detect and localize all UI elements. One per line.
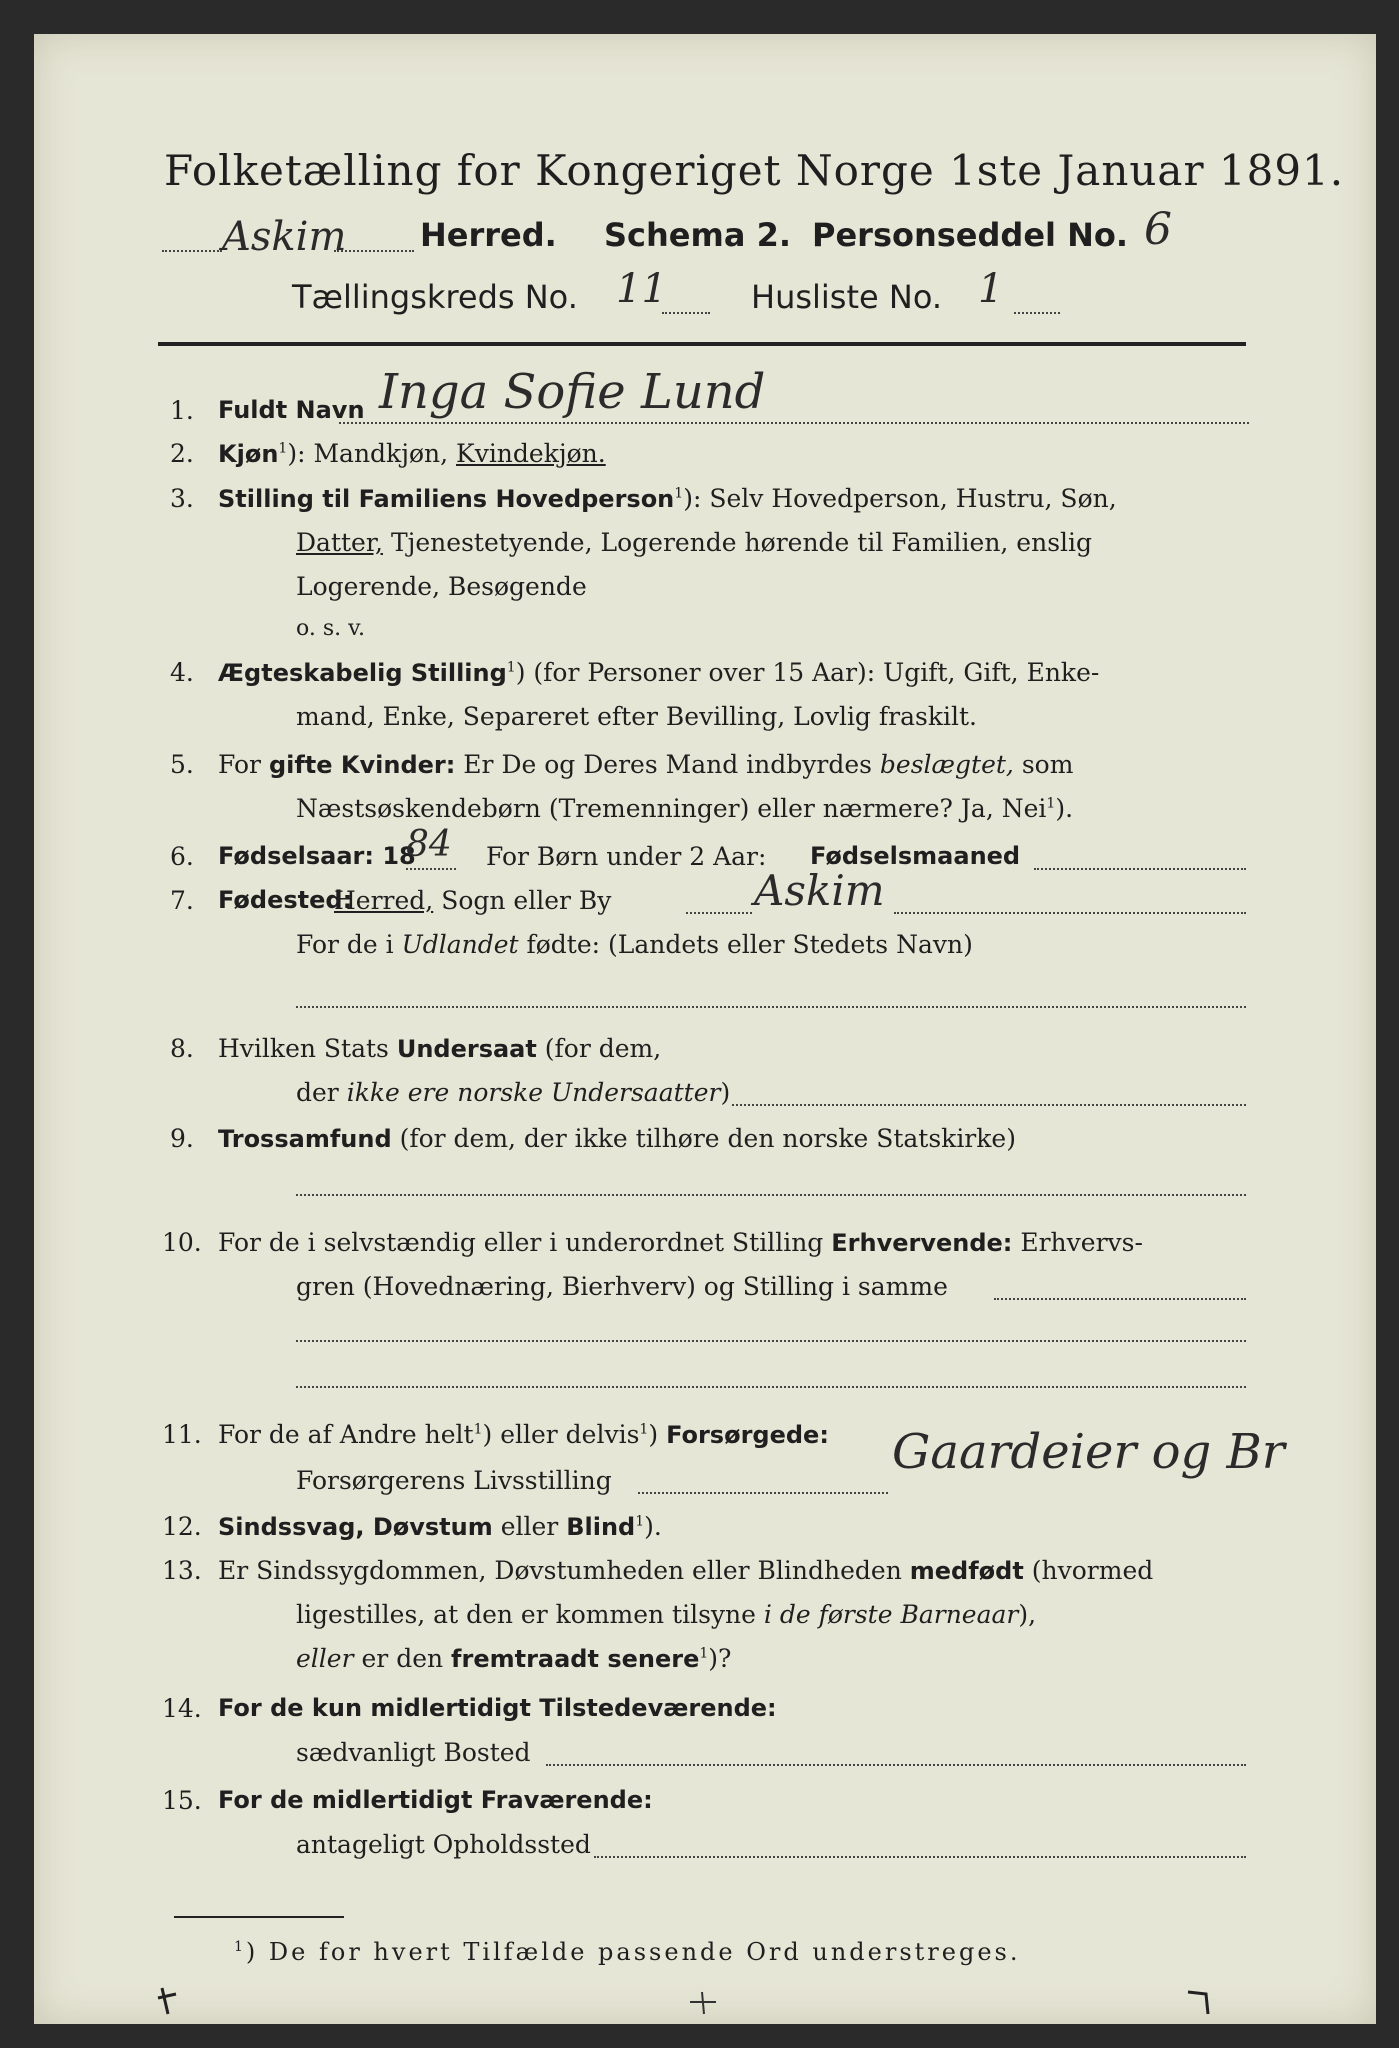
form-title: Folketælling for Kongeriget Norge 1ste Januar 1891. bbox=[164, 146, 1345, 195]
q8-line2b: ) bbox=[720, 1078, 731, 1107]
herred-handwritten: Askim bbox=[222, 214, 347, 260]
q13-line3b: er den bbox=[361, 1644, 444, 1673]
q11-number: 11. bbox=[162, 1420, 202, 1449]
header-rule bbox=[158, 342, 1246, 346]
q14-number: 14. bbox=[162, 1694, 202, 1723]
q5-line1: Er De og Deres Mand indbyrdes bbox=[463, 750, 872, 779]
dotted-leader bbox=[1034, 868, 1246, 870]
q13-italic: i de første Barneaar bbox=[763, 1600, 1019, 1629]
q10-line1a: For de i selvstændig eller i underordnet Stilling bbox=[218, 1228, 824, 1257]
dotted-leader bbox=[662, 312, 710, 314]
q7-line2a: For de i bbox=[296, 930, 394, 959]
q7-number: 7. bbox=[170, 886, 194, 915]
q2-footnote-mark: 1 bbox=[278, 440, 288, 457]
q12-label: Sindssvag, Døvstum bbox=[218, 1513, 493, 1541]
q13-footnote-mark: 1 bbox=[699, 1645, 709, 1662]
q1-label: Fuldt Navn bbox=[218, 396, 365, 424]
q8-italic: ikke ere norske Undersaatter bbox=[346, 1078, 721, 1107]
registration-mark-left bbox=[154, 1984, 184, 2020]
q12-blind: Blind bbox=[566, 1513, 636, 1541]
q13-number: 13. bbox=[162, 1556, 202, 1585]
personseddel-label: Personseddel No. bbox=[812, 216, 1129, 254]
schema-label: Schema 2. bbox=[604, 216, 791, 254]
dotted-leader bbox=[1014, 312, 1060, 314]
q11-line1b: ) eller delvis bbox=[482, 1420, 640, 1449]
registration-mark-right bbox=[1184, 1984, 1218, 2020]
census-form-page bbox=[34, 34, 1376, 2024]
footnote-mark: 1 bbox=[234, 1939, 246, 1955]
q4-line2: mand, Enke, Separeret efter Bevilling, Lovlig fraskilt. bbox=[296, 702, 977, 731]
q13-label: medfødt bbox=[909, 1557, 1024, 1585]
q5-label: gifte Kvinder: bbox=[268, 751, 456, 779]
q10-label: Erhvervende: bbox=[831, 1229, 1013, 1257]
dotted-leader bbox=[339, 422, 1249, 424]
q13-end: )? bbox=[708, 1644, 732, 1673]
dotted-leader bbox=[162, 250, 222, 252]
q5-som: som bbox=[1021, 750, 1074, 779]
q15-line2: antageligt Opholdssted bbox=[296, 1830, 591, 1859]
q12-end: ). bbox=[644, 1512, 662, 1541]
q12-eller: eller bbox=[500, 1512, 559, 1541]
q11-footnote-mark1: 1 bbox=[473, 1421, 483, 1438]
personseddel-handwritten: 6 bbox=[1144, 204, 1172, 255]
q8-line2a: der bbox=[296, 1078, 339, 1107]
q12-number: 12. bbox=[162, 1512, 202, 1541]
q4-number: 4. bbox=[170, 658, 194, 687]
dotted-line bbox=[296, 1194, 1246, 1196]
q5-end: ). bbox=[1055, 794, 1074, 823]
q6-number: 6. bbox=[170, 842, 194, 871]
q5-line2: Næstsøskendebørn (Tremenninger) eller nærmere? Ja, Nei bbox=[296, 794, 1047, 823]
q2-number: 2. bbox=[170, 439, 194, 468]
dotted-leader bbox=[638, 1492, 888, 1494]
q9-text: (for dem, der ikke tilhøre den norske Statskirke) bbox=[399, 1124, 1016, 1153]
q3-line2: Tjenestetyende, Logerende hørende til Familien, enslig bbox=[390, 528, 1093, 557]
q5-number: 5. bbox=[170, 750, 194, 779]
kreds-handwritten: 11 bbox=[616, 266, 667, 312]
q11-label: Forsørgede: bbox=[666, 1421, 829, 1449]
dotted-line bbox=[296, 1006, 1246, 1008]
q13-label2: fremtraadt senere bbox=[451, 1645, 700, 1673]
q8-label: Undersaat bbox=[396, 1035, 537, 1063]
q13-line1b: (hvormed bbox=[1031, 1556, 1154, 1585]
q5-pre: For bbox=[218, 750, 261, 779]
q3-footnote-mark: 1 bbox=[674, 485, 684, 502]
q14-line2: sædvanligt Bosted bbox=[296, 1738, 531, 1767]
q3-line4: o. s. v. bbox=[296, 616, 365, 641]
q7-line2b: fødte: (Landets eller Stedets Navn) bbox=[526, 930, 973, 959]
dotted-leader bbox=[894, 912, 1246, 914]
q11-footnote-mark2: 1 bbox=[639, 1421, 649, 1438]
q10-line2: gren (Hovednæring, Bierhverv) og Stilling i samme bbox=[296, 1272, 948, 1301]
dotted-leader bbox=[334, 250, 414, 252]
herred-label: Herred. bbox=[420, 216, 557, 254]
q10-line1b: Erhvervs- bbox=[1020, 1228, 1143, 1257]
q7-handwritten-place: Askim bbox=[754, 866, 885, 915]
footnote-rule bbox=[174, 1916, 344, 1918]
q7-label: Fødested: bbox=[218, 886, 353, 914]
q1-handwritten-name: Inga Sofie Lund bbox=[379, 364, 766, 420]
q8-line1a: Hvilken Stats bbox=[218, 1034, 389, 1063]
q11-line1a: For de af Andre helt bbox=[218, 1420, 474, 1449]
dotted-leader bbox=[686, 912, 752, 914]
q6-text: For Børn under 2 Aar: bbox=[486, 842, 767, 871]
footnote-text: ) De for hvert Tilfælde passende Ord understreges. bbox=[245, 1938, 1021, 1966]
q13-line2b: ), bbox=[1018, 1600, 1037, 1629]
q14-label: For de kun midlertidigt Tilstedeværende: bbox=[218, 1694, 777, 1722]
q6-label: Fødselsaar: 18 bbox=[218, 842, 416, 870]
q2-underlined-option: Kvindekjøn. bbox=[456, 439, 606, 468]
q7-underlined-option: Herred, bbox=[334, 886, 434, 915]
registration-mark-center bbox=[686, 1988, 720, 2018]
dotted-leader bbox=[546, 1764, 1246, 1766]
q6-label2: Fødselsmaaned bbox=[810, 842, 1021, 870]
q7-text: Sogn eller By bbox=[441, 886, 612, 915]
q3-line3: Logerende, Besøgende bbox=[296, 572, 587, 601]
q3-line1: ): Selv Hovedperson, Hustru, Søn, bbox=[683, 484, 1117, 513]
q13-line2a: ligestilles, at den er kommen tilsyne bbox=[296, 1600, 756, 1629]
q1-number: 1. bbox=[170, 396, 194, 425]
q8-number: 8. bbox=[170, 1034, 194, 1063]
q11-line2: Forsørgerens Livsstilling bbox=[296, 1466, 612, 1495]
q11-line1c: ) bbox=[648, 1420, 659, 1449]
q5-italic: beslægtet, bbox=[879, 750, 1014, 779]
kreds-label: Tællingskreds No. bbox=[292, 278, 578, 316]
q7-italic: Udlandet bbox=[401, 930, 519, 959]
q3-label: Stilling til Familiens Hovedperson bbox=[218, 485, 675, 513]
q10-number: 10. bbox=[162, 1228, 202, 1257]
q4-line1: ) (for Personer over 15 Aar): Ugift, Gift, Enke- bbox=[515, 658, 1100, 687]
husliste-label bbox=[751, 278, 942, 316]
dotted-line bbox=[296, 1340, 1246, 1342]
q15-label: For de midlertidigt Fraværende: bbox=[218, 1786, 653, 1814]
dotted-line bbox=[296, 1386, 1246, 1388]
q2-text: ): Mandkjøn, bbox=[287, 439, 449, 468]
dotted-leader bbox=[732, 1104, 1246, 1106]
husliste-handwritten: 1 bbox=[978, 266, 1004, 312]
dotted-leader bbox=[994, 1298, 1246, 1300]
q4-footnote-mark: 1 bbox=[506, 659, 516, 676]
q5-footnote-mark: 1 bbox=[1046, 795, 1056, 812]
q15-number: 15. bbox=[162, 1786, 202, 1815]
dotted-leader bbox=[594, 1856, 1246, 1858]
q9-label: Trossamfund bbox=[218, 1125, 392, 1153]
husliste-label-text: Husliste No. bbox=[751, 278, 942, 316]
q6-handwritten-year: 84 bbox=[406, 824, 452, 865]
q3-underlined-option: Datter, bbox=[296, 528, 383, 557]
q4-label: Ægteskabelig Stilling bbox=[218, 659, 507, 687]
q3-number: 3. bbox=[170, 484, 194, 513]
q8-line1b: (for dem, bbox=[544, 1034, 662, 1063]
q13-line1a: Er Sindssygdommen, Døvstumheden eller Blindheden bbox=[218, 1556, 902, 1585]
q9-number: 9. bbox=[170, 1124, 194, 1153]
q13-line3a: eller bbox=[296, 1644, 354, 1673]
q2-label: Kjøn bbox=[218, 440, 279, 468]
dotted-leader bbox=[406, 868, 456, 870]
q12-footnote-mark: 1 bbox=[635, 1513, 645, 1530]
q11-handwritten-occupation: Gaardeier og Br bbox=[892, 1424, 1285, 1480]
